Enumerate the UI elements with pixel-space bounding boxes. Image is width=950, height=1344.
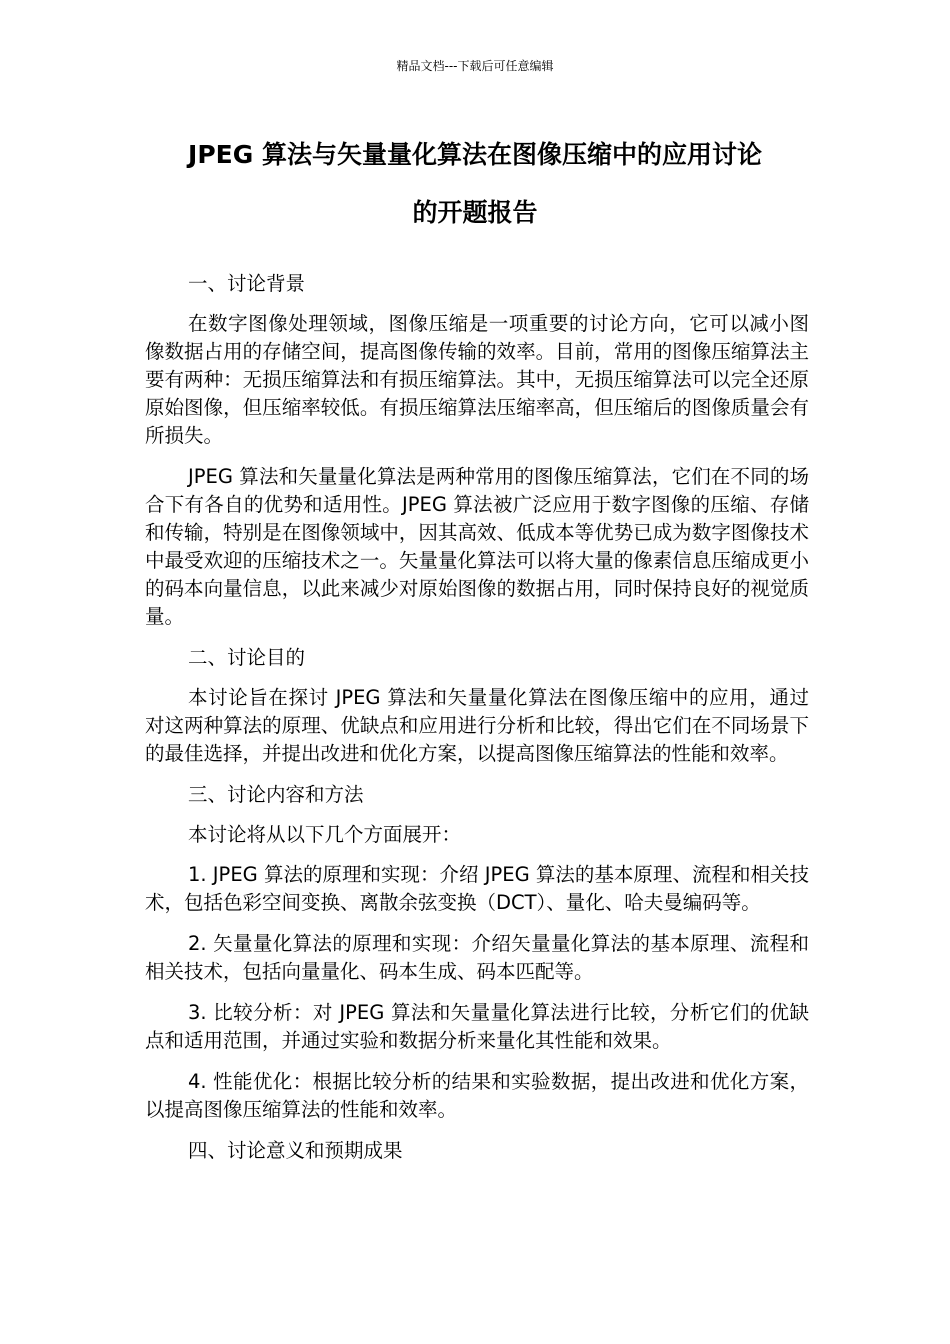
document-body bbox=[145, 270, 809, 1177]
list-item-optimization: 4. 性能优化：根据比较分析的结果和实验数据，提出改进和优化方案，以提高图像压缩算法的性能和效率。 bbox=[145, 1070, 809, 1121]
list-item-jpeg: 1. JPEG 算法的原理和实现：介绍 JPEG 算法的基本原理、流程和相关技术，包括色彩空间变换、离散余弦变换（DCT）、量化、哈夫曼编码等。 bbox=[145, 863, 809, 914]
section-heading-background: 一、讨论背景 bbox=[188, 272, 306, 295]
paragraph-content-intro: 本讨论将从以下几个方面展开： bbox=[188, 823, 462, 846]
list-item-vq: 2. 矢量量化算法的原理和实现：介绍矢量量化算法的基本原理、流程和相关技术，包括向量量化、码本生成、码本匹配等。 bbox=[145, 932, 809, 983]
paragraph-purpose: 本讨论旨在探讨 JPEG 算法和矢量量化算法在图像压缩中的应用，通过对这两种算法的原理、优缺点和应用进行分析和比较，得出它们在不同场景下的最佳选择，并提出改进和优化方案，以提高图像压缩算法的性能和效率。 bbox=[145, 686, 809, 765]
section-heading-content-methods: 三、讨论内容和方法 bbox=[188, 783, 364, 806]
title-line-2: 的开题报告 bbox=[412, 198, 538, 227]
section-heading-significance: 四、讨论意义和预期成果 bbox=[188, 1139, 403, 1162]
paragraph-background-2: JPEG 算法和矢量量化算法是两种常用的图像压缩算法，它们在不同的场合下有各自的优势和适用性。JPEG 算法被广泛应用于数字图像的压缩、存储和传输，特别是在图像领域中，因其高效、低成本等优势已成为数字图像技术中最受欢迎的压缩技术之一。矢量量化算法可以将大量的像素信息压缩成更小的码本向量信息，以此来减少对原始图像的数据占用，同时保持良好的视觉质量。 bbox=[145, 465, 809, 628]
header-note: 精品文档---下载后可任意编辑 bbox=[396, 59, 554, 73]
list-item-comparison: 3. 比较分析：对 JPEG 算法和矢量量化算法进行比较，分析它们的优缺点和适用范围，并通过实验和数据分析来量化其性能和效果。 bbox=[145, 1001, 809, 1052]
section-heading-purpose: 二、讨论目的 bbox=[188, 646, 306, 669]
document-title bbox=[140, 134, 810, 234]
paragraph-background-1: 在数字图像处理领域，图像压缩是一项重要的讨论方向，它可以减小图像数据占用的存储空间，提高图像传输的效率。目前，常用的图像压缩算法主要有两种：无损压缩算法和有损压缩算法。其中，无损压缩算法可以完全还原原始图像，但压缩率较低。有损压缩算法压缩率高，但压缩后的图像质量会有所损失。 bbox=[145, 312, 809, 447]
title-line-1: JPEG 算法与矢量量化算法在图像压缩中的应用讨论 bbox=[188, 140, 762, 169]
